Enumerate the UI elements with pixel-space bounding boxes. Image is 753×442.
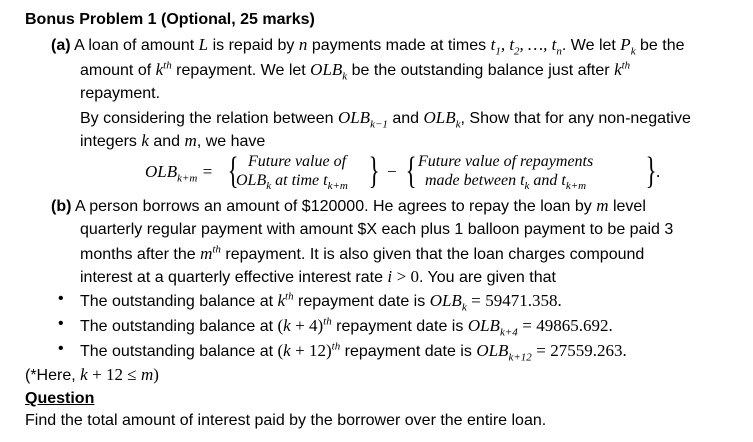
bullet-dot: •: [58, 340, 64, 357]
question-text: Find the total amount of interest paid by the borrower over the entire loan.: [25, 412, 547, 429]
question-heading: Question: [25, 390, 95, 407]
part-a-line-2: amount of $k^{th}$ repayment. We let $OLB_k$ be the outstanding balance just after $k^{th}$: [80, 59, 631, 83]
part-a-line-3: repayment.: [80, 85, 161, 102]
bullet-dot: •: [58, 315, 64, 332]
problem-title: Bonus Problem 1 (Optional, 25 marks): [25, 11, 315, 28]
part-b-line-1: (b) A person borrows an amount of $120000. He agrees to repay the loan by m level: [51, 196, 646, 215]
note: (*Here, k + 12 ≤ m): [25, 365, 159, 384]
bullet-dot: •: [58, 290, 64, 307]
bullet-3: The outstanding balance at $(k + 12)^{th}$ repayment date is $OLB_{k+12} = 27559.263$.: [80, 340, 627, 364]
bullet-1: The outstanding balance at $k^{th}$ repayment date is $OLB_k = 59471.358$.: [80, 290, 562, 314]
part-a-line-4: By considering the relation between $OLB_{k-1}$ and $OLB_k$, Show that for any non-negative: [80, 108, 691, 131]
part-b-line-4: interest at a quarterly effective interest rate i > 0. You are given that: [80, 267, 556, 286]
part-a-line-5: integers k and m, we have: [80, 131, 266, 150]
part-a-line-1: (a) A loan of amount L is repaid by n payments made at times $t_1$, $t_2$, …, $t_n$. We let $P_k$ be the: [51, 35, 685, 58]
part-b-line-2: quarterly regular payment with amount $X each plus 1 balloon payment to be paid 3: [80, 221, 674, 238]
equation: $OLB_{k+m}$ = { Future value of $OLB_k$ at time $t_{k+m}$ } − { Future value of repayments made between $t_k$ and $t_{k+m}$ } .: [145, 150, 661, 193]
bullet-2: The outstanding balance at $(k + 4)^{th}$ repayment date is $OLB_{k+4} = 49865.692$.: [80, 315, 613, 339]
part-b-line-3: months after the $m^{th}$ repayment. It is also given that the loan charges compound: [80, 243, 645, 263]
